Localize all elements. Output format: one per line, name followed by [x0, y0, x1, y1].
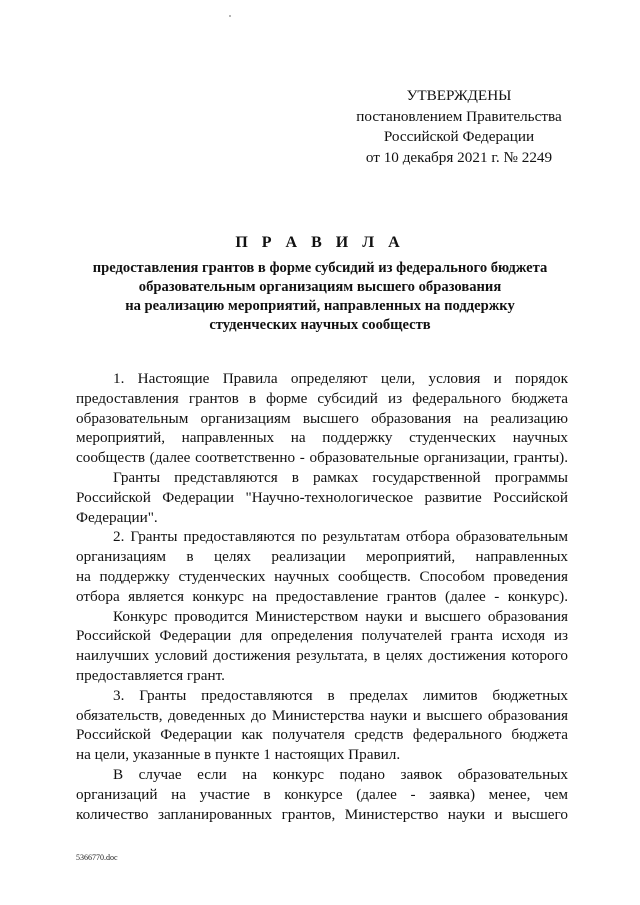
- document-body: [76, 369, 568, 824]
- paragraph-line: предоставляется грант.: [76, 666, 225, 684]
- file-reference: 5366770.doc: [76, 853, 118, 862]
- document-title: П Р А В И Л А: [235, 234, 405, 251]
- paragraph-line: Российской Федерации "Научно-технологическое развитие Российской: [76, 488, 568, 506]
- paragraph-line: Российской Федерации для определения получателей гранта исходя из: [76, 627, 568, 645]
- subtitle-line: предоставления грантов в форме субсидий из федерального бюджета: [92, 260, 548, 276]
- paragraph-5: [76, 686, 568, 765]
- paragraph-1: [76, 369, 568, 468]
- paragraph-line: В случае если на конкурс подано заявок образовательных: [113, 765, 568, 783]
- paragraph-line: на поддержку студенческих научных сообществ. Способом проведения: [76, 567, 568, 585]
- paragraph-line: 1. Настоящие Правила определяют цели, условия и порядок: [113, 370, 568, 387]
- approval-stamp: [330, 86, 588, 168]
- paragraph-line: мероприятий, направленных на поддержку студенческих научных: [76, 429, 568, 447]
- paragraph-line: организациям в целях реализации мероприятий, направленных: [76, 548, 568, 566]
- paragraph-line: количество запланированных грантов, Министерство науки и высшего: [76, 805, 568, 823]
- subtitle-line: на реализацию мероприятий, направленных на поддержку: [125, 298, 515, 314]
- paragraph-6: [76, 765, 568, 824]
- subtitle-line: студенческих научных сообществ: [209, 317, 431, 333]
- paragraph-line: сообществ (далее соответственно - образовательные организации, гранты).: [76, 449, 568, 467]
- paragraph-line: образовательным организациям высшего образования на реализацию: [76, 409, 568, 427]
- paragraph-line: отбора является конкурс на предоставление грантов (далее - конкурс).: [76, 587, 568, 605]
- paragraph-line: Российской Федерации как получателя средств федерального бюджета: [76, 726, 568, 744]
- paragraph-line: Конкурс проводится Министерством науки и высшего образования: [113, 607, 568, 625]
- paragraph-line: наилучших условий достижения результата, в целях достижения которого: [76, 647, 568, 665]
- paragraph-line: организаций на участие в конкурсе (далее - заявка) менее, чем: [76, 785, 568, 803]
- paragraph-line: 2. Гранты предоставляются по результатам отбора образовательным: [113, 528, 568, 546]
- paragraph-2: [76, 468, 568, 527]
- approval-date-number: от 10 декабря 2021 г. № 2249: [365, 148, 553, 166]
- approval-decree: постановлением Правительства: [356, 107, 562, 125]
- paragraph-line: на цели, указанные в пункте 1 настоящих Правил.: [76, 746, 401, 764]
- paragraph-3: [76, 527, 568, 606]
- paragraph-line: Гранты представляются в рамках государственной программы: [113, 468, 568, 486]
- document-subtitle: [60, 259, 580, 335]
- paragraph-line: Федерации".: [76, 508, 158, 526]
- scan-dot: [229, 15, 231, 17]
- paragraph-line: обязательств, доведенных до Министерства науки и высшего образования: [76, 706, 568, 724]
- approval-authority: Российской Федерации: [383, 128, 535, 145]
- paragraph-line: 3. Гранты предоставляются в пределах лимитов бюджетных: [113, 686, 568, 704]
- paragraph-line: предоставления грантов в форме субсидий из федерального бюджета: [76, 389, 568, 407]
- approval-heading: УТВЕРЖДЕНЫ: [406, 87, 512, 104]
- paragraph-4: [76, 607, 568, 686]
- subtitle-line: образовательным организациям высшего образования: [138, 279, 502, 295]
